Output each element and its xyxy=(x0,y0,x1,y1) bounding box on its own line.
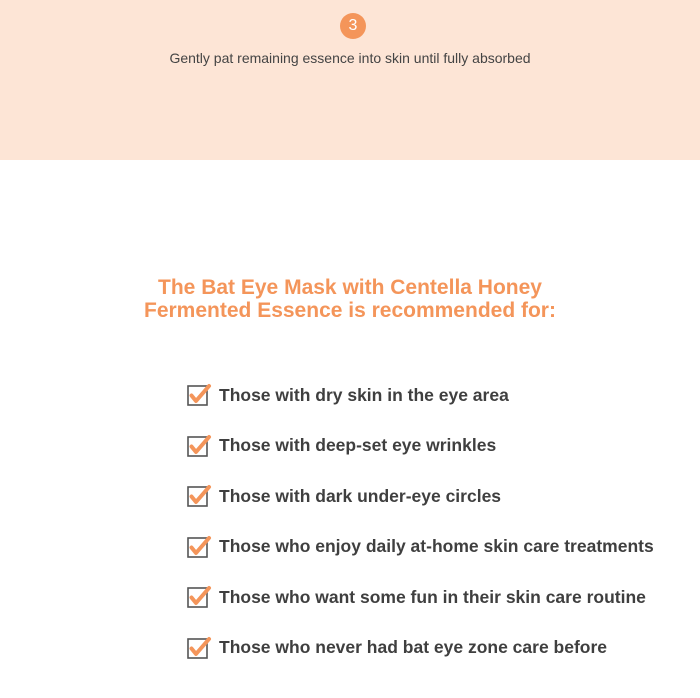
step-instruction-text: Gently pat remaining essence into skin until fully absorbed xyxy=(169,50,531,66)
headline-line-1: The Bat Eye Mask with Centella Honey xyxy=(158,276,542,299)
list-item-label: Those who enjoy daily at-home skin care treatments xyxy=(219,536,654,556)
headline-line-2: Fermented Essence is recommended for: xyxy=(144,299,556,322)
list-item-label: Those who want some fun in their skin care routine xyxy=(219,586,646,607)
instruction-step-section xyxy=(0,0,700,160)
list-item-label: Those who never had bat eye zone care before xyxy=(219,637,608,657)
list-item xyxy=(186,534,654,560)
recommendation-headline xyxy=(0,276,700,322)
list-item xyxy=(186,433,654,459)
list-item xyxy=(186,635,654,661)
list-item xyxy=(186,584,654,610)
recommendation-list xyxy=(186,382,654,685)
list-item-label: Those with dark under-eye circles xyxy=(219,485,502,506)
list-item xyxy=(186,382,654,408)
list-item-label: Those with deep-set eye wrinkles xyxy=(219,435,497,455)
step-number-badge: 3 xyxy=(340,13,366,39)
list-item xyxy=(186,483,654,509)
checked-checkbox-icon xyxy=(186,382,212,408)
checked-checkbox-icon xyxy=(186,584,212,610)
checked-checkbox-icon xyxy=(186,433,212,459)
checked-checkbox-icon xyxy=(186,534,212,560)
checked-checkbox-icon xyxy=(186,483,212,509)
list-item-label: Those with dry skin in the eye area xyxy=(219,384,509,405)
checked-checkbox-icon xyxy=(186,635,212,661)
